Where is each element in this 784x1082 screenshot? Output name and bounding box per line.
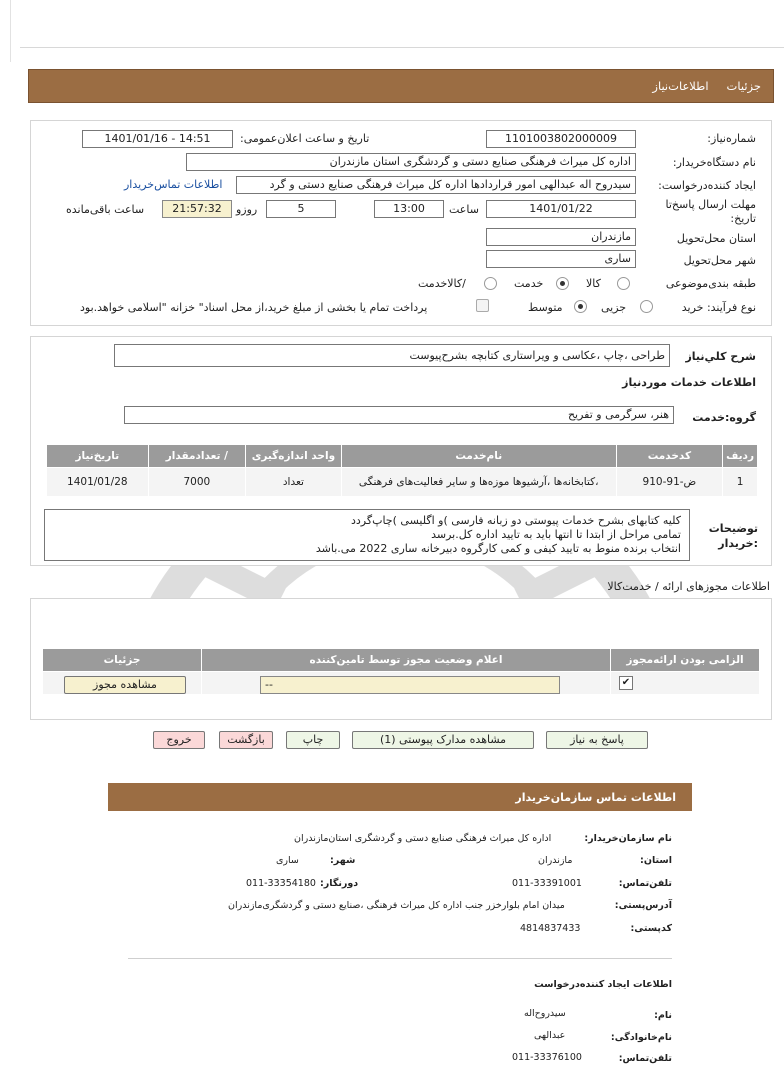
creator-info-title: اطلاعات ایجاد کننده‌درخواست xyxy=(534,979,672,990)
remaining-time-label: ساعت باقی‌مانده xyxy=(66,203,145,216)
org-name-label: نام سازمان‌خریدار: xyxy=(584,833,672,844)
process-medium-radio[interactable] xyxy=(574,300,587,313)
col-quantity: / تعدادمقدار xyxy=(148,445,245,468)
category-both-radio[interactable] xyxy=(484,277,497,290)
deadline-hour-label: ساعت xyxy=(449,203,479,216)
creator-phone-value: 011-33376100 xyxy=(512,1052,582,1063)
category-label: طبقه بندی‌موضوعی xyxy=(665,277,756,290)
exit-button[interactable]: خروج xyxy=(153,731,205,749)
contact-phone-value: 011-33391001 xyxy=(512,878,582,889)
buyer-notes-box xyxy=(44,509,690,561)
buyer-note-line: انتخاب برنده منوط به تایید کیفی و کمی کارگروه دبیرخانه ساری 2022 می.باشد xyxy=(315,542,681,555)
reply-button[interactable]: پاسخ به نیاز xyxy=(546,731,648,749)
cell-need-date: 1401/01/28 xyxy=(47,468,149,497)
contact-city-label: شهر: xyxy=(330,855,356,866)
top-divider xyxy=(20,47,784,48)
service-group-field: هنر، سرگرمی و تفریح xyxy=(124,406,674,424)
process-partial-radio[interactable] xyxy=(640,300,653,313)
process-medium-label: متوسط xyxy=(528,301,563,314)
back-button[interactable]: بازگشت xyxy=(219,731,273,749)
contact-city-value: ساری xyxy=(276,855,299,866)
deadline-label: مهلت ارسال پاسخ‌تا xyxy=(665,198,756,211)
requester-field: سیدروح اله عبدالهی امور قراردادها اداره کل میراث فرهنگی صنایع دستی و گرد xyxy=(236,176,636,194)
deadline-date-field: 1401/01/22 xyxy=(486,200,636,218)
city-label: شهر محل‌تحویل xyxy=(683,254,756,267)
buyer-note-line: کلیه کتابهای بشرح خدمات پیوستی دو زبانه فارسی )و اگلیسی )چاپ‌گردد xyxy=(351,514,681,527)
creator-name-label: نام: xyxy=(654,1010,672,1021)
col-service-name: نام‌خدمت xyxy=(341,445,616,468)
col-service-code: کدخدمت xyxy=(616,445,722,468)
buyer-notes-label: توضیحات xyxy=(708,522,758,535)
contact-postal-value: 4814837433 xyxy=(520,923,581,934)
treasury-note: پرداخت تمام یا بخشی از مبلغ خرید،از محل اسناد" خزانه "اسلامی خواهد.بود xyxy=(80,301,428,314)
buyer-notes-label-2: :خریدار xyxy=(718,537,758,550)
contact-fax-label: دورنگار: xyxy=(320,878,359,889)
service-group-label: گروه:خدمت xyxy=(692,411,756,424)
table-row xyxy=(47,468,758,497)
cell-row: 1 xyxy=(723,468,758,497)
need-info-panel xyxy=(30,120,772,326)
buyer-org-label: نام دستگاه‌خریدار: xyxy=(672,156,756,169)
permits-table-header xyxy=(43,649,760,672)
contact-info-bar xyxy=(108,783,692,811)
need-summary-label: شرح کلي‌نیاز xyxy=(685,350,756,363)
contact-divider xyxy=(128,958,672,959)
category-goods-label: کالا xyxy=(586,277,601,290)
process-type-label: نوع فرآیند: خرید xyxy=(681,301,756,314)
announce-date-label: تاریخ و ساعت اعلان‌عمومی: xyxy=(240,132,370,145)
category-both-label: /کالاخدمت xyxy=(418,277,466,290)
category-service-radio[interactable] xyxy=(556,277,569,290)
province-label: استان محل‌تحویل xyxy=(676,232,756,245)
permits-title: اطلاعات مجوزهای ارائه / خدمت‌کالا xyxy=(607,580,770,593)
org-name-value: اداره کل میراث فرهنگی صنایع دستی و گردشگری استان‌مازندران xyxy=(294,833,552,844)
tab-details[interactable]: جزئیات xyxy=(726,79,761,93)
col-permit-required: الزامی بودن ارائه‌مجوز xyxy=(611,649,760,672)
creator-family-value: عبدالهی xyxy=(534,1030,566,1041)
view-permit-button[interactable]: مشاهده مجوز xyxy=(64,676,186,694)
contact-fax-value: 011-33354180 xyxy=(246,878,316,889)
cell-service-code: ض-91-910 xyxy=(616,468,722,497)
treasury-checkbox[interactable] xyxy=(476,299,489,312)
print-button[interactable]: چاپ xyxy=(286,731,340,749)
province-field: مازندران xyxy=(486,228,636,246)
creator-name-value: سیدروح‌اله xyxy=(524,1008,566,1019)
services-table xyxy=(46,444,758,497)
remaining-time-field: 21:57:32 xyxy=(162,200,232,218)
permit-status-field[interactable]: -- xyxy=(260,676,560,694)
days-field: 5 xyxy=(266,200,336,218)
contact-postal-label: کدپستی: xyxy=(630,923,672,934)
days-label: روزو xyxy=(236,203,258,216)
buyer-org-field: اداره کل میراث فرهنگی صنایع دستی و گردشگری استان مازندران xyxy=(186,153,636,171)
services-table-header xyxy=(47,445,758,468)
col-permit-status: اعلام وضعیت مجوز توسط تامین‌کننده xyxy=(202,649,611,672)
cell-unit: تعداد xyxy=(246,468,342,497)
contact-province-value: مازندران xyxy=(538,855,573,866)
col-unit: واحد اندازه‌گیری xyxy=(246,445,342,468)
cell-permit-required xyxy=(611,672,760,695)
view-attachments-button[interactable]: مشاهده مدارک پیوستی (1) xyxy=(352,731,534,749)
col-need-date: تاریخ‌نیاز xyxy=(47,445,149,468)
city-field: ساری xyxy=(486,250,636,268)
process-partial-label: جزیی xyxy=(601,301,627,314)
need-summary-field: طراحی ،چاپ ،عکاسی و ویراستاری کتابچه بشرح‌پیوست xyxy=(114,344,670,367)
contact-address-label: آدرس‌پستی: xyxy=(614,900,672,911)
buyer-contact-link[interactable]: اطلاعات تماس‌خریدار xyxy=(124,178,223,191)
cell-service-name: ،کتابخانه‌ها ،آرشیوها موزه‌ها و سایر فعالیت‌های فرهنگی xyxy=(341,468,616,497)
services-title: اطلاعات خدمات موردنیاز xyxy=(622,376,756,389)
category-service-label: خدمت xyxy=(514,277,544,290)
tab-need-info[interactable]: اطلاعات‌نیاز xyxy=(652,79,709,93)
contact-address-value: میدان امام بلوارخزر جنب اداره کل میراث فرهنگی ،صنایع دستی و گردشگری‌مازندران xyxy=(228,900,565,911)
creator-phone-label: تلفن‌تماس: xyxy=(618,1053,672,1064)
permit-required-checkbox[interactable]: ✔ xyxy=(619,676,633,690)
buyer-note-line: تمامی مراحل از ابتدا تا انتها باید به تایید اداره کل.برسد xyxy=(431,528,681,541)
col-row: ردیف xyxy=(723,445,758,468)
announce-date-field: 1401/01/16 - 14:51 xyxy=(82,130,233,148)
header-tab-bar xyxy=(28,69,774,103)
category-goods-radio[interactable] xyxy=(617,277,630,290)
page-edge-line xyxy=(10,0,11,62)
need-number-label: شماره‌نیاز: xyxy=(707,132,756,145)
cell-quantity: 7000 xyxy=(148,468,245,497)
requester-label: ایجاد کننده‌درخواست: xyxy=(658,179,756,192)
contact-info-title: اطلاعات تماس سازمان‌خریدار xyxy=(515,790,676,804)
deadline-label-date: تاریخ: xyxy=(730,212,756,225)
deadline-hour-field: 13:00 xyxy=(374,200,444,218)
need-number-field: 1101003802000009 xyxy=(486,130,636,148)
col-permit-details: جزئیات xyxy=(43,649,202,672)
creator-family-label: نام‌خانوادگی: xyxy=(610,1032,672,1043)
contact-phone-label: تلفن‌تماس: xyxy=(618,878,672,889)
contact-province-label: استان: xyxy=(640,855,672,866)
